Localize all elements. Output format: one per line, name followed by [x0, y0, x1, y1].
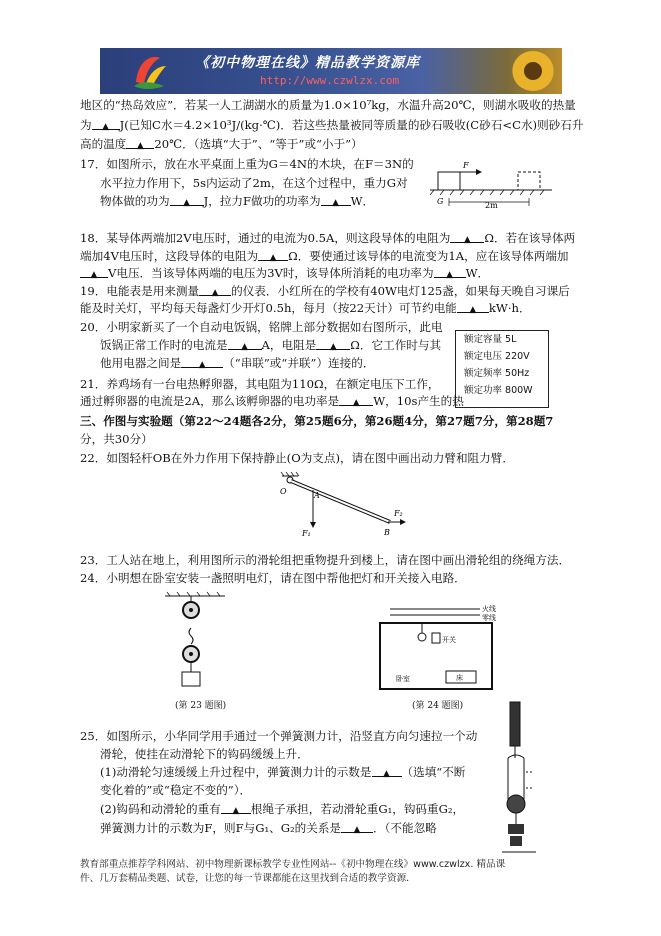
q17-line-3: 物体做的功为 ▲ J，拉力F做功的功率为 ▲ W．	[100, 194, 375, 208]
q25-line-3: (1)动滑轮匀速缓缓上升过程中，弹簧测力计的示数是 ▲ （选填“不断	[100, 765, 466, 779]
sunflower-icon	[512, 51, 554, 91]
answer-blank[interactable]: ▲	[372, 764, 402, 777]
q25-line-4: 变化着的”或“稳定不变的”）．	[100, 783, 252, 797]
q17-line-1: 17．如图所示，放在水平桌面上重为G＝4N的木块，在F＝3N的	[80, 157, 414, 171]
q21-line-2: 通过孵卵器的电流是2A，那么该孵卵器的电功率是 ▲ W，10s产生的热	[80, 394, 464, 408]
label-F: F	[463, 161, 469, 170]
q16-line-1: 地区的“热岛效应”．若某一人工湖湖水的质量为1.0×10⁷kg，水温升高20℃，则湖水吸收的热量	[80, 98, 576, 112]
answer-blank[interactable]: ▲	[221, 801, 251, 814]
label-F1: F₁	[302, 529, 311, 538]
q18-line-2: 端加4V电压时，这段导体的电阻为 ▲ Ω．要使通过该导体的电流变为1A，应在该导体两端加	[80, 249, 569, 263]
section-3-heading-2: 分，共30分）	[80, 432, 153, 446]
caption-fig23: (第 23 题图)	[175, 701, 227, 711]
label-2m: 2m	[485, 201, 498, 210]
q22-text: 22．如图轻杆OB在外力作用下保持静止(O为支点)，请在图中画出动力臂和阻力臂．	[80, 451, 514, 465]
q17-line-2: 水平拉力作用下，5s内运动了2m，在这个过程中，重力G对	[100, 176, 408, 190]
banner-url[interactable]: http://www.czwlzx.com	[260, 74, 400, 87]
label-bedroom: 卧室	[396, 675, 410, 683]
answer-blank[interactable]: ▲	[228, 337, 262, 350]
label-switch: 开关	[442, 636, 456, 644]
figure-24-bedroom-circuit	[380, 605, 500, 695]
label-A: A	[314, 491, 320, 500]
label-F2: F₂	[394, 509, 403, 518]
figure-22-lever	[278, 472, 408, 542]
answer-blank[interactable]: ▲	[258, 248, 288, 261]
q16-line-2: 为 ▲ J(已知C水＝4.2×10³J/(kg·℃)．若这些热量被同等质量的砂石吸收(C砂石<C水)则砂石升	[80, 118, 584, 132]
q23-text: 23．工人站在地上，利用图所示的滑轮组把重物提升到楼上，请在图中画出滑轮组的绕绳方法．	[80, 553, 571, 567]
q18-line-1: 18．某导体两端加2V电压时，通过的电流为0.5A，则这段导体的电阻为 ▲ Ω．若在该导体两	[80, 231, 576, 245]
figure-23-pulley-system	[165, 592, 235, 692]
answer-blank[interactable]: ▲	[450, 230, 484, 243]
nameplate-frequency: 额定频率 50Hz	[464, 368, 530, 379]
footer-line-1: 教育部重点推荐学科网站、初中物理新课标教学专业性网站--《初中物理在线》www.czwlzx. 精品课	[80, 859, 506, 870]
answer-blank[interactable]: ▲	[170, 193, 204, 206]
caption-fig24: (第 24 题图)	[412, 701, 464, 711]
section-3-heading-1: 三、作图与实验题（第22～24题各2分，第25题6分，第26题4分，第27题7分，第28题7	[80, 414, 554, 428]
answer-blank[interactable]: ▲	[316, 337, 350, 350]
nameplate-voltage: 额定电压 220V	[464, 351, 530, 362]
rice-cooker-nameplate	[455, 330, 549, 408]
answer-blank[interactable]: ▲	[199, 283, 231, 296]
label-neutral-wire: 零线	[482, 614, 496, 622]
nameplate-power: 额定功率 800W	[464, 385, 533, 396]
header-banner	[100, 48, 562, 94]
figure-17-block-on-table	[430, 158, 555, 210]
q25-line-1: 25．如图所示，小华同学用手通过一个弹簧测力计，沿竖直方向匀速拉一个动	[80, 729, 478, 743]
answer-blank[interactable]: ▲	[126, 136, 154, 149]
banner-title: 《初中物理在线》精品教学资源库	[195, 55, 420, 71]
q16-line-3: 高的温度 ▲ 20℃．（选填“大于”、“等于”或“小于”）	[80, 137, 363, 151]
answer-blank[interactable]: ▲	[321, 193, 351, 206]
q25-line-5: (2)钩码和动滑轮的重有 ▲ 根绳子承担，若动滑轮重G₁，钩码重G₂，	[100, 802, 465, 816]
site-logo-icon	[130, 52, 170, 90]
answer-blank[interactable]: ▲	[80, 265, 108, 278]
q24-text: 24．小明想在卧室安装一盏照明电灯，请在图中帮他把灯和开关接入电路．	[80, 571, 466, 585]
answer-blank[interactable]: ▲	[92, 117, 120, 130]
label-bed: 床	[456, 674, 463, 682]
q18-line-3: ▲ V电压．当该导体两端的电压为3V时，该导体所消耗的电功率为 ▲ W．	[80, 265, 489, 281]
nameplate-capacity: 额定容量 5L	[464, 334, 517, 345]
answer-blank[interactable]: ▲	[457, 300, 489, 313]
q25-line-6: 弹簧测力计的示数为F，则F与G₁、G₂的关系是 ▲ ．（不能忽略	[100, 821, 437, 835]
figure-25-spring-scale-pulley	[496, 700, 546, 860]
q20-line-1: 20．小明家新买了一个自动电饭锅，铭牌上部分数据如右图所示，此电	[80, 320, 443, 334]
label-O: O	[280, 487, 287, 496]
q20-line-3: 他用电器之间是 ▲ （“串联”或“并联”）连接的．	[100, 356, 375, 370]
answer-blank[interactable]: ▲	[181, 355, 223, 368]
answer-blank[interactable]: ▲	[339, 393, 373, 406]
q25-line-2: 滑轮，使挂在动滑轮下的钩码缓缓上升．	[100, 747, 309, 761]
q19-line-2: 能及时关灯，平均每天每盏灯少开灯0.5h，每月（按22天计）可节约电能 ▲ kW·h．	[80, 301, 531, 315]
q20-line-2: 饭锅正常工作时的电流是 ▲ A，电阻是 ▲ Ω．它工作时与其	[100, 338, 442, 352]
label-G: G	[437, 197, 444, 206]
answer-blank[interactable]: ▲	[434, 265, 466, 278]
q19-line-1: 19．电能表是用来测量 ▲ 的仪表．小红所在的学校有40W电灯125盏，如果每天晚自习课后	[80, 284, 570, 298]
footer-line-2: 件、几万套精品类题、试卷，让您的每一节课都能在这里找到合适的教学资源．	[80, 873, 416, 884]
label-B: B	[384, 528, 390, 537]
answer-blank[interactable]: ▲	[341, 820, 373, 833]
label-live-wire: 火线	[482, 605, 496, 613]
q21-line-1: 21．养鸡场有一台电热孵卵器，其电阻为110Ω，在额定电压下工作，	[80, 377, 440, 391]
